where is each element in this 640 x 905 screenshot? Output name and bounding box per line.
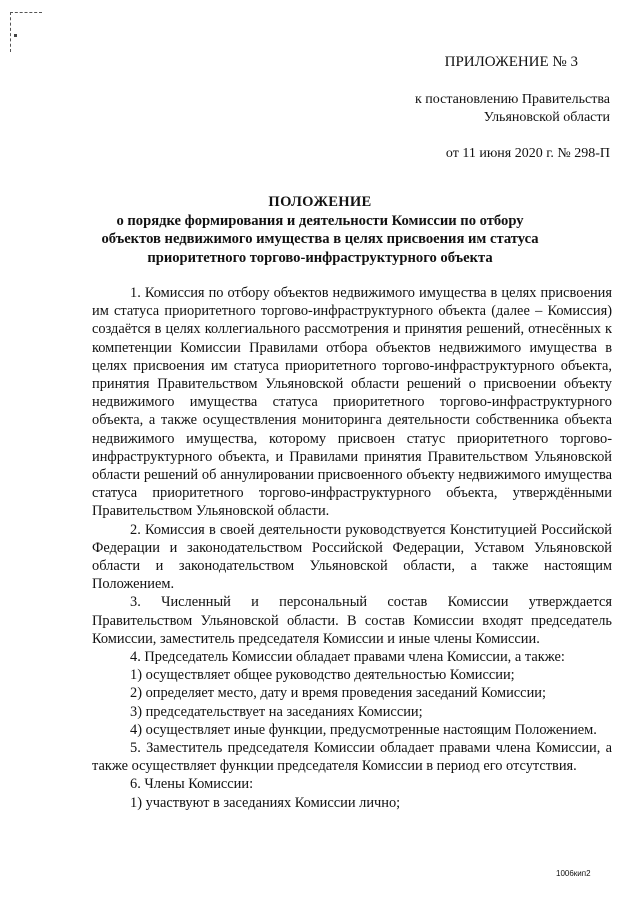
- list-item: 1) участвуют в заседаниях Комиссии лично;: [130, 794, 401, 811]
- document-body: [92, 284, 612, 812]
- document-code: 1006кип2: [556, 869, 591, 878]
- appendix-heading: ПРИЛОЖЕНИЕ № 3: [444, 54, 578, 70]
- list-item: 1) осуществляет общее руководство деятельностью Комиссии;: [130, 667, 515, 684]
- document-title: ПОЛОЖЕНИЕ: [268, 194, 372, 210]
- document-title-block: [90, 193, 550, 267]
- scan-artifact: [10, 12, 42, 13]
- scan-artifact: [14, 34, 17, 37]
- paragraph: 6. Члены Комиссии:: [130, 776, 254, 793]
- document-subtitle: о порядке формирования и деятельности Комиссии по отбору объектов недвижимого имущества в целях присвоения им статуса приоритетного торгово-инфраструктурного объекта: [101, 212, 539, 266]
- list-item: 2) определяет место, дату и время проведения заседаний Комиссии;: [130, 685, 546, 702]
- paragraph: 2. Комиссия в своей деятельности руководствуется Конституцией Российской Федерации и законодательством Российской Федерации, Уставом Ульяновской области и законодательством Ульяновской области, а также настоящим Положением.: [92, 521, 612, 593]
- list-item: 4) осуществляет иные функции, предусмотренные настоящим Положением.: [130, 721, 597, 738]
- paragraph: 1. Комиссия по отбору объектов недвижимого имущества в целях присвоения им статуса приоритетного торгово-инфраструктурного объекта (далее – Комиссия) создаётся в целях коллегиального рассмотрения и принятия решений, отнесённых к компетенции Комиссии Правилами отбора объектов недвижимого имущества в целях присвоения им статуса приоритетного торгово-инфраструктурного объекта, принятия Правительством Ульяновской области решений о присвоении объекту недвижимого имущества статуса приоритетного торгово-инфраструктурного объекта, а также осуществления мониторинга деятельности собственника объекта недвижимого имущества, которому присвоен статус приоритетного торгово-инфраструктурного объекта, и Правилами принятия Правительством Ульяновской области решений об аннулировании присвоенного объекту недвижимого имущества статуса приоритетного торгово-инфраструктурного объекта, утверждёнными Правительством Ульяновской области.: [92, 285, 612, 520]
- scan-artifact: [10, 12, 11, 52]
- paragraph: 3. Численный и персональный состав Комиссии утверждается Правительством Ульяновской области. В состав Комиссии входят председатель Комиссии, заместитель председателя Комиссии и иные члены Комиссии.: [92, 594, 612, 647]
- reference-line: Ульяновской области: [483, 110, 610, 125]
- reference-date: от 11 июня 2020 г. № 298-П: [445, 146, 610, 161]
- paragraph: 4. Председатель Комиссии обладает правами члена Комиссии, а также:: [130, 649, 565, 666]
- reference-line: к постановлению Правительства: [414, 92, 610, 107]
- paragraph: 5. Заместитель председателя Комиссии обладает правами члена Комиссии, а также осуществляет функции председателя Комиссии в период его отсутствия.: [92, 740, 612, 775]
- list-item: 3) председательствует на заседаниях Комиссии;: [130, 703, 423, 720]
